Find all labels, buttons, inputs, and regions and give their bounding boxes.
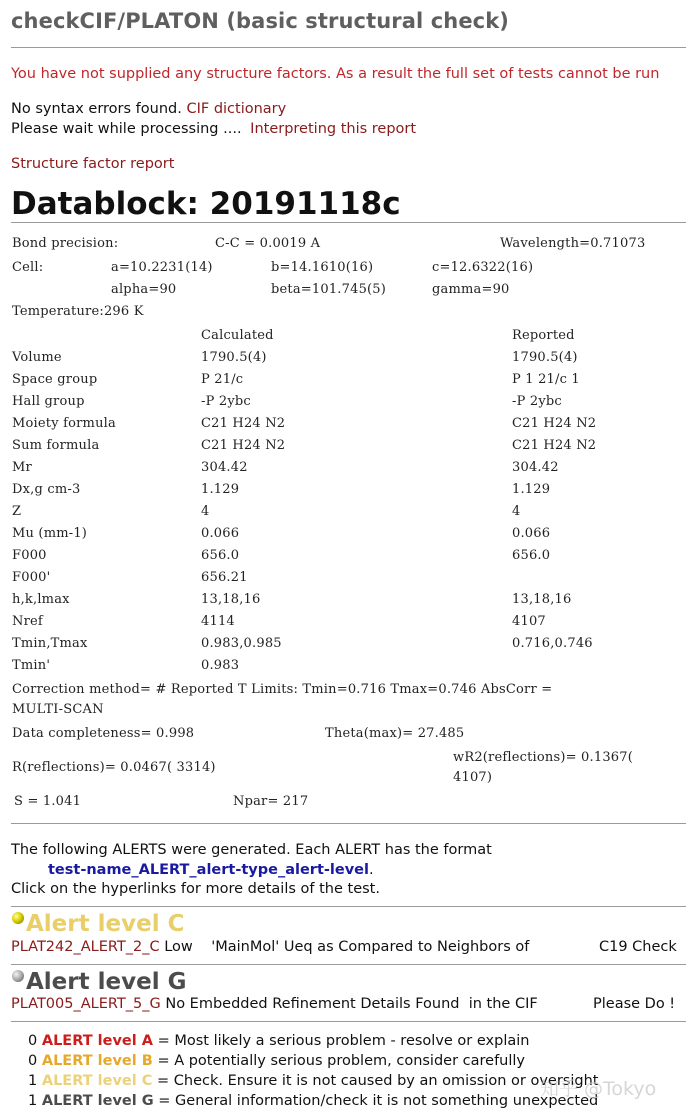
- alert-format-name: test-name_ALERT_alert-type_alert-level: [48, 862, 369, 878]
- divider: [11, 1021, 686, 1022]
- row-reported: 304.42: [512, 460, 559, 475]
- cif-dictionary-link[interactable]: CIF dictionary: [186, 101, 287, 117]
- row-calculated: 4114: [201, 614, 235, 629]
- row-label: Moiety formula: [12, 416, 116, 431]
- divider: [11, 964, 686, 965]
- row-label: Tmin': [12, 658, 51, 673]
- alert-text: No Embedded Refinement Details Found in the CIF: [165, 996, 538, 1012]
- alert-extra: C19 Check: [599, 939, 677, 955]
- correction-method-value: MULTI-SCAN: [12, 702, 104, 717]
- row-label: h,k,lmax: [12, 592, 70, 607]
- row-calculated: C21 H24 N2: [201, 416, 286, 431]
- wavelength: Wavelength=0.71073: [500, 236, 646, 251]
- row-label: Volume: [12, 350, 62, 365]
- row-reported: C21 H24 N2: [512, 416, 597, 431]
- row-label: Dx,g cm-3: [12, 482, 81, 497]
- wr2-reflections: wR2(reflections)= 0.1367(: [453, 750, 634, 765]
- alert-item: [11, 939, 529, 955]
- interpreting-report-link[interactable]: Interpreting this report: [250, 121, 417, 137]
- s-value: S = 1.041: [14, 794, 82, 809]
- cell-beta: beta=101.745(5): [271, 282, 387, 297]
- row-reported: C21 H24 N2: [512, 438, 597, 453]
- alerts-hint: Click on the hyperlinks for more details of the test.: [11, 881, 380, 897]
- row-reported: 0.716,0.746: [512, 636, 593, 651]
- cell-c: c=12.6322(16): [432, 260, 534, 275]
- row-label: Mu (mm-1): [12, 526, 88, 541]
- row-label: Hall group: [12, 394, 85, 409]
- divider: [11, 222, 686, 223]
- row-reported: 0.066: [512, 526, 551, 541]
- row-reported: P 1 21/c 1: [512, 372, 580, 387]
- alert-level-g-heading: [12, 969, 186, 995]
- summary-count: 0: [28, 1053, 38, 1069]
- row-reported: 4: [512, 504, 521, 519]
- alert-code-link[interactable]: PLAT005_ALERT_5_G: [11, 996, 161, 1012]
- alert-item: [11, 996, 538, 1012]
- row-label: Nref: [12, 614, 43, 629]
- row-label: Space group: [12, 372, 98, 387]
- summary-desc: = General information/check it is not something unexpected: [158, 1093, 599, 1109]
- cell-b: b=14.1610(16): [271, 260, 374, 275]
- processing-text: Please wait while processing ....: [11, 121, 242, 137]
- row-reported: -P 2ybc: [512, 394, 562, 409]
- bond-precision-value: C-C = 0.0019 A: [215, 236, 321, 251]
- column-header-reported: Reported: [512, 328, 575, 343]
- column-header-calculated: Calculated: [201, 328, 274, 343]
- summary-level: ALERT level C: [41, 1073, 153, 1089]
- summary-level: ALERT level G: [41, 1093, 154, 1109]
- summary-row-c: [28, 1073, 598, 1089]
- summary-count: 1: [28, 1073, 38, 1089]
- processing-status: [11, 121, 416, 137]
- row-label: Tmin,Tmax: [12, 636, 88, 651]
- row-reported: 1.129: [512, 482, 551, 497]
- grey-ball-icon: [12, 970, 24, 982]
- row-calculated: 304.42: [201, 460, 248, 475]
- syntax-status-text: No syntax errors found.: [11, 101, 182, 117]
- page-title: checkCIF/PLATON (basic structural check): [11, 9, 509, 33]
- bond-precision-label: Bond precision:: [12, 236, 119, 251]
- divider: [11, 47, 686, 48]
- summary-row-b: [28, 1053, 525, 1069]
- datablock-title: Datablock: 20191118c: [11, 186, 401, 222]
- structure-factor-report-link[interactable]: Structure factor report: [11, 156, 175, 172]
- row-reported: 13,18,16: [512, 592, 572, 607]
- row-calculated: 4: [201, 504, 210, 519]
- summary-level: ALERT level B: [41, 1053, 153, 1069]
- alert-extra: Please Do !: [593, 996, 676, 1012]
- alert-code-link[interactable]: PLAT242_ALERT_2_C: [11, 939, 160, 955]
- row-calculated: 656.21: [201, 570, 248, 585]
- row-calculated: 0.983: [201, 658, 240, 673]
- summary-row-a: [28, 1033, 529, 1049]
- row-calculated: C21 H24 N2: [201, 438, 286, 453]
- row-calculated: P 21/c: [201, 372, 244, 387]
- data-completeness: Data completeness= 0.998: [12, 726, 195, 741]
- summary-level: ALERT level A: [41, 1033, 153, 1049]
- row-calculated: 0.983,0.985: [201, 636, 282, 651]
- summary-desc: = A potentially serious problem, consider carefully: [157, 1053, 526, 1069]
- cell-gamma: gamma=90: [432, 282, 510, 297]
- summary-count: 1: [28, 1093, 38, 1109]
- alert-level-c-heading: [12, 911, 184, 937]
- watermark: 知乎 @Tokyo: [540, 1078, 657, 1100]
- alerts-intro: The following ALERTS were generated. Each ALERT has the format: [11, 842, 492, 858]
- row-calculated: -P 2ybc: [201, 394, 251, 409]
- row-reported: 1790.5(4): [512, 350, 578, 365]
- correction-method: Correction method= # Reported T Limits: Tmin=0.716 Tmax=0.746 AbsCorr =: [12, 682, 553, 697]
- cell-alpha: alpha=90: [111, 282, 177, 297]
- row-calculated: 13,18,16: [201, 592, 261, 607]
- cell-a: a=10.2231(14): [111, 260, 213, 275]
- row-label: Mr: [12, 460, 32, 475]
- row-label: F000': [12, 570, 51, 585]
- summary-desc: = Check. Ensure it is not caused by an omission or oversight: [157, 1073, 599, 1089]
- row-calculated: 656.0: [201, 548, 240, 563]
- divider: [11, 823, 686, 824]
- structure-factor-warning: You have not supplied any structure factors. As a result the full set of tests cannot be run: [11, 66, 660, 82]
- row-calculated: 1790.5(4): [201, 350, 267, 365]
- npar: Npar= 217: [233, 794, 309, 809]
- wr2-reflections-count: 4107): [453, 770, 493, 785]
- cell-label: Cell:: [12, 260, 44, 275]
- alert-heading-label: Alert level G: [26, 969, 187, 995]
- alert-format: [48, 862, 374, 878]
- alert-heading-label: Alert level C: [26, 911, 185, 937]
- r-reflections: R(reflections)= 0.0467( 3314): [12, 760, 216, 775]
- alert-format-period: .: [368, 862, 374, 878]
- temperature: Temperature:296 K: [12, 304, 144, 319]
- divider: [11, 906, 686, 907]
- row-calculated: 1.129: [201, 482, 240, 497]
- theta-max: Theta(max)= 27.485: [325, 726, 465, 741]
- alert-text: Low 'MainMol' Ueq as Compared to Neighbors of: [164, 939, 530, 955]
- summary-row-g: [28, 1093, 598, 1109]
- yellow-ball-icon: [12, 912, 24, 924]
- summary-count: 0: [28, 1033, 38, 1049]
- summary-desc: = Most likely a serious problem - resolve or explain: [157, 1033, 530, 1049]
- row-label: Z: [12, 504, 22, 519]
- row-label: Sum formula: [12, 438, 100, 453]
- row-reported: 656.0: [512, 548, 551, 563]
- syntax-status: [11, 101, 286, 117]
- row-label: F000: [12, 548, 47, 563]
- row-reported: 4107: [512, 614, 546, 629]
- row-calculated: 0.066: [201, 526, 240, 541]
